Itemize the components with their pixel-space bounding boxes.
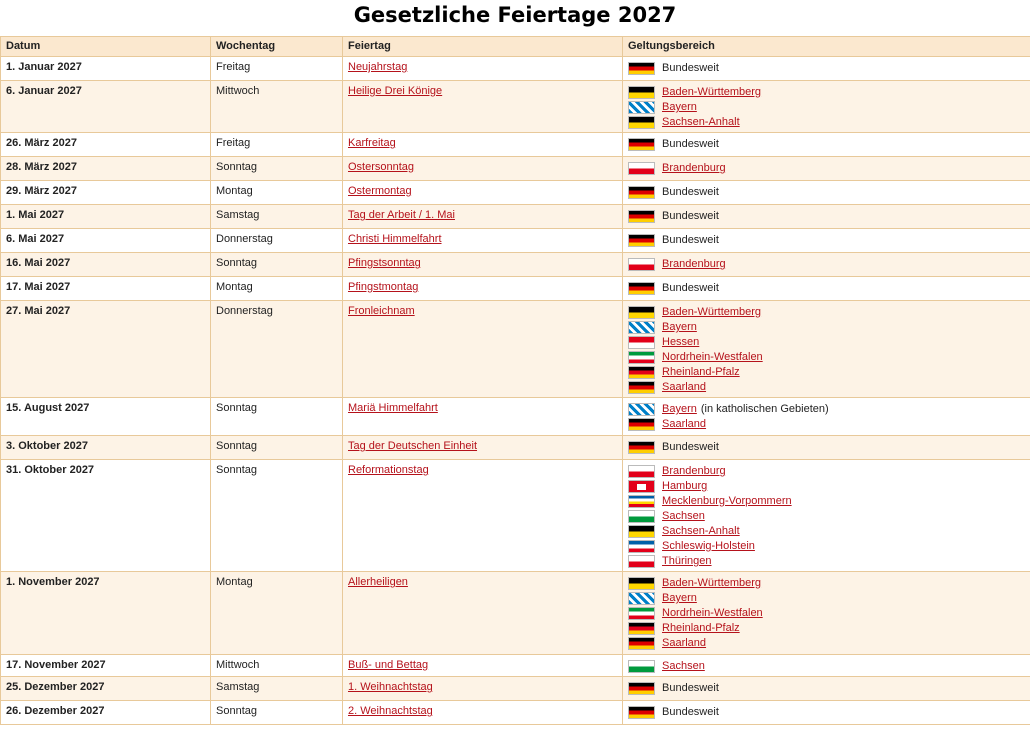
region-entry	[628, 161, 1025, 176]
table-row	[1, 253, 1030, 277]
region-entry	[628, 636, 1025, 651]
region-link[interactable]: Brandenburg	[662, 258, 726, 270]
flag-rp-icon	[628, 622, 655, 635]
date-cell: 3. Oktober 2027	[1, 436, 211, 460]
region-entry	[628, 281, 1025, 296]
holiday-cell	[343, 572, 623, 655]
region-label: Bundesweit	[662, 706, 719, 718]
flag-st-icon	[628, 116, 655, 129]
holiday-cell	[343, 301, 623, 398]
date-cell: 6. Mai 2027	[1, 229, 211, 253]
region-link[interactable]: Thüringen	[662, 555, 712, 567]
region-entry	[628, 705, 1025, 720]
table-row	[1, 460, 1030, 572]
flag-sn-icon	[628, 510, 655, 523]
flag-by-icon	[628, 101, 655, 114]
region-entry	[628, 539, 1025, 554]
region-entry	[628, 606, 1025, 621]
region-entry	[628, 417, 1025, 432]
flag-sl-icon	[628, 637, 655, 650]
flag-hh-icon	[628, 480, 655, 493]
holiday-link[interactable]: Pfingstsonntag	[348, 257, 421, 269]
holiday-cell	[343, 655, 623, 677]
region-link[interactable]: Mecklenburg-Vorpommern	[662, 495, 792, 507]
holiday-cell	[343, 701, 623, 725]
date-cell: 6. Januar 2027	[1, 81, 211, 133]
holiday-link[interactable]: Fronleichnam	[348, 305, 415, 317]
region-entry	[628, 479, 1025, 494]
date-cell: 31. Oktober 2027	[1, 460, 211, 572]
page-title: Gesetzliche Feiertage 2027	[353, 3, 677, 27]
weekday-cell: Sonntag	[211, 701, 343, 725]
region-entry	[628, 659, 1025, 674]
region-entry	[628, 576, 1025, 591]
region-link[interactable]: Baden-Württemberg	[662, 86, 762, 98]
region-entry	[628, 621, 1025, 636]
scope-cell	[623, 398, 1030, 436]
scope-cell	[623, 655, 1030, 677]
flag-he-icon	[628, 336, 655, 349]
weekday-cell: Samstag	[211, 205, 343, 229]
table-row	[1, 181, 1030, 205]
region-link[interactable]: Nordrhein-Westfalen	[662, 607, 763, 619]
flag-sl-icon	[628, 381, 655, 394]
holiday-link[interactable]: Karfreitag	[348, 137, 396, 149]
region-entry	[628, 554, 1025, 569]
scope-cell	[623, 181, 1030, 205]
holiday-cell	[343, 253, 623, 277]
holiday-cell	[343, 460, 623, 572]
scope-cell	[623, 133, 1030, 157]
region-entry	[628, 494, 1025, 509]
table-row	[1, 133, 1030, 157]
table-row	[1, 701, 1030, 725]
flag-by-icon	[628, 592, 655, 605]
flag-bb-icon	[628, 258, 655, 271]
region-note: (in katholischen Gebieten)	[700, 403, 829, 415]
weekday-cell: Montag	[211, 572, 343, 655]
flag-mv-icon	[628, 495, 655, 508]
flag-de-icon	[628, 138, 655, 151]
region-label: Bundesweit	[662, 210, 719, 222]
flag-bb-icon	[628, 465, 655, 478]
region-link[interactable]: Hamburg	[662, 480, 708, 492]
region-link[interactable]: Bayern	[662, 403, 697, 415]
weekday-cell: Sonntag	[211, 157, 343, 181]
region-link[interactable]: Bayern	[662, 101, 697, 113]
table-row	[1, 436, 1030, 460]
flag-by-icon	[628, 321, 655, 334]
scope-cell	[623, 572, 1030, 655]
scope-cell	[623, 677, 1030, 701]
flag-sn-icon	[628, 660, 655, 673]
holiday-cell	[343, 677, 623, 701]
region-link[interactable]: Bayern	[662, 321, 697, 333]
region-entry	[628, 402, 1025, 417]
table-row	[1, 229, 1030, 253]
region-link[interactable]: Rheinland-Pfalz	[662, 366, 740, 378]
holiday-cell	[343, 277, 623, 301]
scope-cell	[623, 460, 1030, 572]
holiday-link[interactable]: Ostersonntag	[348, 161, 415, 173]
region-entry	[628, 115, 1025, 130]
scope-cell	[623, 277, 1030, 301]
region-entry	[628, 365, 1025, 380]
region-entry	[628, 257, 1025, 272]
weekday-cell: Sonntag	[211, 398, 343, 436]
region-entry	[628, 85, 1025, 100]
flag-de-icon	[628, 706, 655, 719]
region-entry	[628, 137, 1025, 152]
holiday-cell	[343, 57, 623, 81]
holiday-link[interactable]: 2. Weihnachtstag	[348, 705, 433, 717]
holiday-link[interactable]: Neujahrstag	[348, 61, 408, 73]
date-cell: 29. März 2027	[1, 181, 211, 205]
flag-st-icon	[628, 525, 655, 538]
holiday-link[interactable]: Ostermontag	[348, 185, 412, 197]
flag-sh-icon	[628, 540, 655, 553]
scope-cell	[623, 301, 1030, 398]
scope-cell	[623, 57, 1030, 81]
date-cell: 1. Mai 2027	[1, 205, 211, 229]
region-entry	[628, 305, 1025, 320]
date-cell: 16. Mai 2027	[1, 253, 211, 277]
date-cell: 17. Mai 2027	[1, 277, 211, 301]
header-feiertag: Feiertag	[343, 37, 623, 57]
weekday-cell: Mittwoch	[211, 655, 343, 677]
region-link[interactable]: Brandenburg	[662, 162, 726, 174]
region-label: Bundesweit	[662, 282, 719, 294]
date-cell: 1. Januar 2027	[1, 57, 211, 81]
flag-de-icon	[628, 234, 655, 247]
weekday-cell: Mittwoch	[211, 81, 343, 133]
scope-cell	[623, 253, 1030, 277]
weekday-cell: Donnerstag	[211, 301, 343, 398]
scope-cell	[623, 81, 1030, 133]
table-body	[1, 57, 1030, 725]
region-link[interactable]: Saarland	[662, 381, 707, 393]
date-cell: 15. August 2027	[1, 398, 211, 436]
region-entry	[628, 61, 1025, 76]
region-entry	[628, 335, 1025, 350]
region-entry	[628, 209, 1025, 224]
holiday-cell	[343, 81, 623, 133]
region-entry	[628, 591, 1025, 606]
flag-th-icon	[628, 555, 655, 568]
region-link[interactable]: Sachsen	[662, 510, 705, 522]
weekday-cell: Samstag	[211, 677, 343, 701]
table-header-row	[1, 37, 1030, 57]
region-entry	[628, 100, 1025, 115]
region-link[interactable]: Sachsen	[662, 660, 705, 672]
region-entry	[628, 380, 1025, 395]
header-datum: Datum	[1, 37, 211, 57]
region-link[interactable]: Baden-Württemberg	[662, 577, 762, 589]
date-cell: 25. Dezember 2027	[1, 677, 211, 701]
flag-bw-icon	[628, 86, 655, 99]
holiday-cell	[343, 229, 623, 253]
table-row	[1, 572, 1030, 655]
region-link[interactable]: Sachsen-Anhalt	[662, 116, 740, 128]
flag-de-icon	[628, 210, 655, 223]
region-entry	[628, 233, 1025, 248]
flag-de-icon	[628, 282, 655, 295]
scope-cell	[623, 436, 1030, 460]
holiday-cell	[343, 133, 623, 157]
table-row	[1, 81, 1030, 133]
scope-cell	[623, 701, 1030, 725]
holiday-table	[0, 36, 1030, 725]
table-row	[1, 277, 1030, 301]
date-cell: 26. Dezember 2027	[1, 701, 211, 725]
header-wochentag: Wochentag	[211, 37, 343, 57]
weekday-cell: Donnerstag	[211, 229, 343, 253]
region-entry	[628, 464, 1025, 479]
flag-de-icon	[628, 682, 655, 695]
region-link[interactable]: Baden-Württemberg	[662, 306, 762, 318]
holiday-cell	[343, 398, 623, 436]
weekday-cell: Sonntag	[211, 253, 343, 277]
holiday-link[interactable]: Tag der Arbeit / 1. Mai	[348, 209, 455, 221]
weekday-cell: Sonntag	[211, 460, 343, 572]
weekday-cell: Montag	[211, 181, 343, 205]
holiday-link[interactable]: Buß- und Bettag	[348, 659, 429, 671]
holiday-cell	[343, 205, 623, 229]
flag-de-icon	[628, 62, 655, 75]
region-label: Bundesweit	[662, 682, 719, 694]
scope-cell	[623, 157, 1030, 181]
region-link[interactable]: Hessen	[662, 336, 700, 348]
table-row	[1, 205, 1030, 229]
region-entry	[628, 185, 1025, 200]
flag-de-icon	[628, 441, 655, 454]
header-geltungsbereich: Geltungsbereich	[623, 37, 1030, 57]
date-cell: 17. November 2027	[1, 655, 211, 677]
table-row	[1, 301, 1030, 398]
table-row	[1, 57, 1030, 81]
table-row	[1, 655, 1030, 677]
date-cell: 26. März 2027	[1, 133, 211, 157]
table-row	[1, 157, 1030, 181]
region-entry	[628, 681, 1025, 696]
holiday-link[interactable]: Allerheiligen	[348, 576, 408, 588]
region-link[interactable]: Rheinland-Pfalz	[662, 622, 740, 634]
region-link[interactable]: Saarland	[662, 637, 707, 649]
date-cell: 27. Mai 2027	[1, 301, 211, 398]
region-label: Bundesweit	[662, 62, 719, 74]
scope-cell	[623, 205, 1030, 229]
table-row	[1, 398, 1030, 436]
scope-cell	[623, 229, 1030, 253]
flag-by-icon	[628, 403, 655, 416]
flag-bb-icon	[628, 162, 655, 175]
flag-de-icon	[628, 186, 655, 199]
weekday-cell: Freitag	[211, 57, 343, 81]
region-label: Bundesweit	[662, 234, 719, 246]
region-link[interactable]: Sachsen-Anhalt	[662, 525, 740, 537]
region-entry	[628, 524, 1025, 539]
region-label: Bundesweit	[662, 186, 719, 198]
region-entry	[628, 320, 1025, 335]
region-entry	[628, 509, 1025, 524]
flag-nw-icon	[628, 351, 655, 364]
flag-rp-icon	[628, 366, 655, 379]
region-link[interactable]: Schleswig-Holstein	[662, 540, 755, 552]
weekday-cell: Sonntag	[211, 436, 343, 460]
holiday-cell	[343, 436, 623, 460]
region-label: Bundesweit	[662, 138, 719, 150]
holiday-link[interactable]: 1. Weihnachtstag	[348, 681, 433, 693]
flag-bw-icon	[628, 306, 655, 319]
holiday-link[interactable]: Mariä Himmelfahrt	[348, 402, 438, 414]
region-label: Bundesweit	[662, 441, 719, 453]
holiday-cell	[343, 157, 623, 181]
holiday-link[interactable]: Christi Himmelfahrt	[348, 233, 442, 245]
flag-bw-icon	[628, 577, 655, 590]
region-link[interactable]: Bayern	[662, 592, 697, 604]
holiday-cell	[343, 181, 623, 205]
region-link[interactable]: Brandenburg	[662, 465, 726, 477]
flag-sl-icon	[628, 418, 655, 431]
region-link[interactable]: Nordrhein-Westfalen	[662, 351, 763, 363]
region-entry	[628, 350, 1025, 365]
date-cell: 1. November 2027	[1, 572, 211, 655]
date-cell: 28. März 2027	[1, 157, 211, 181]
holiday-link[interactable]: Pfingstmontag	[348, 281, 419, 293]
holiday-link[interactable]: Heilige Drei Könige	[348, 85, 443, 97]
holiday-link[interactable]: Tag der Deutschen Einheit	[348, 440, 478, 452]
flag-nw-icon	[628, 607, 655, 620]
holiday-link[interactable]: Reformationstag	[348, 464, 429, 476]
weekday-cell: Freitag	[211, 133, 343, 157]
region-entry	[628, 440, 1025, 455]
table-row	[1, 677, 1030, 701]
weekday-cell: Montag	[211, 277, 343, 301]
region-link[interactable]: Saarland	[662, 418, 707, 430]
